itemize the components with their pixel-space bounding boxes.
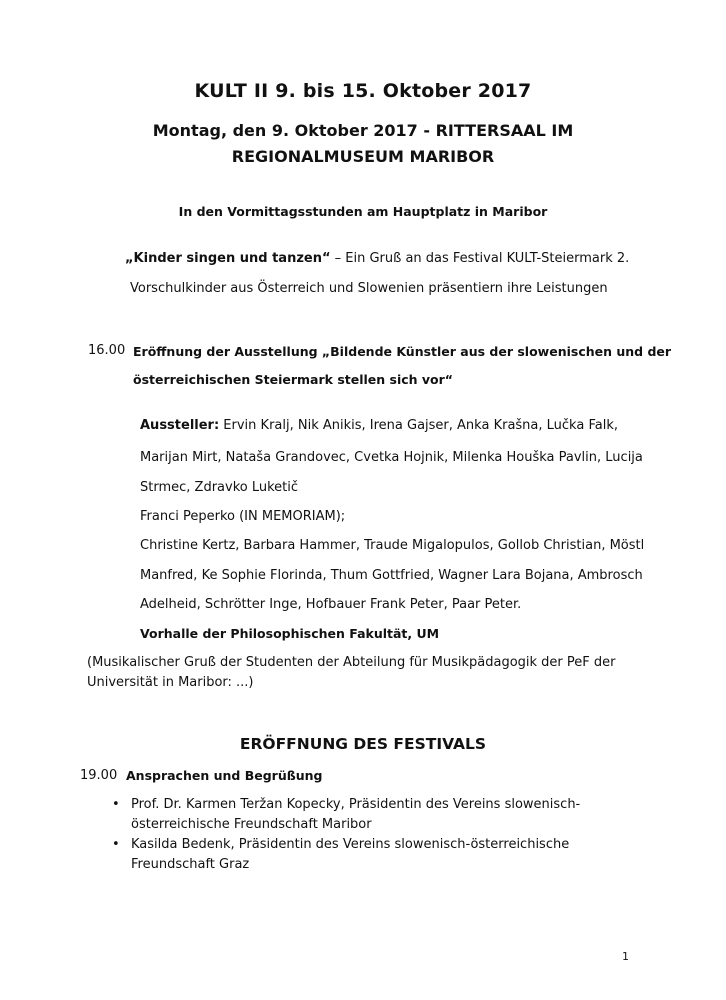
bullet-2-line-2: Freundschaft Graz bbox=[131, 857, 250, 872]
musik-line-1: (Musikalischer Gruß der Studenten der Abteilung für Musikpädagogik der PeF der bbox=[87, 655, 616, 670]
subtitle-line-2: REGIONALMUSEUM MARIBOR bbox=[231, 147, 495, 166]
kinder-line-2: Vorschulkinder aus Österreich und Slowenien präsentiern ihre Leistungen bbox=[130, 281, 608, 296]
kinder-description: – Ein Gruß an das Festival KULT-Steiermark 2. bbox=[330, 251, 630, 266]
aussteller-line-7: Adelheid, Schrötter Inge, Hofbauer Frank Peter, Paar Peter. bbox=[140, 597, 522, 612]
bullet-1-marker: • bbox=[112, 797, 120, 812]
subtitle-line-1: Montag, den 9. Oktober 2017 - RITTERSAAL IM bbox=[152, 121, 574, 140]
bullet-1-line-2: österreichische Freundschaft Maribor bbox=[131, 817, 372, 832]
aussteller-names-1: Ervin Kralj, Nik Anikis, Irena Gajser, Anka Krašna, Lučka Falk, bbox=[219, 418, 618, 433]
bullet-2-marker: • bbox=[112, 837, 120, 852]
bullet-1-line-1: Prof. Dr. Karmen Teržan Kopecky, Präsidentin des Vereins slowenisch- bbox=[131, 797, 581, 812]
aussteller-line-1 bbox=[140, 418, 618, 433]
aussteller-line-5: Christine Kertz, Barbara Hammer, Traude Migalopulos, Gollob Christian, Möstl bbox=[140, 538, 645, 553]
aussteller-label: Aussteller: bbox=[140, 418, 220, 433]
kinder-line-1 bbox=[125, 251, 629, 266]
kinder-title: „Kinder singen und tanzen“ bbox=[125, 251, 331, 266]
morning-heading: In den Vormittagsstunden am Hauptplatz in Maribor bbox=[178, 204, 548, 219]
time-1600: 16.00 bbox=[88, 343, 126, 358]
aussteller-line-6: Manfred, Ke Sophie Florinda, Thum Gottfried, Wagner Lara Bojana, Ambrosch bbox=[140, 568, 643, 583]
speeches-label: Ansprachen und Begrüßung bbox=[126, 768, 323, 783]
vorhalle-location: Vorhalle der Philosophischen Fakultät, UM bbox=[140, 626, 440, 641]
musik-line-2: Universität in Maribor: ...) bbox=[87, 675, 254, 690]
aussteller-line-4: Franci Peperko (IN MEMORIAM); bbox=[140, 509, 346, 524]
exhibition-line-1: Eröffnung der Ausstellung „Bildende Künstler aus der slowenischen und der bbox=[133, 344, 672, 359]
festival-heading: ERÖFFNUNG DES FESTIVALS bbox=[239, 735, 487, 753]
aussteller-line-2: Marijan Mirt, Nataša Grandovec, Cvetka Hojnik, Milenka Houška Pavlin, Lucija bbox=[140, 450, 643, 465]
aussteller-line-3: Strmec, Zdravko Luketič bbox=[140, 480, 299, 495]
document-title: KULT II 9. bis 15. Oktober 2017 bbox=[194, 80, 532, 102]
page-number: 1 bbox=[622, 950, 629, 963]
bullet-2-line-1: Kasilda Bedenk, Präsidentin des Vereins slowenisch-österreichische bbox=[131, 837, 570, 852]
time-1900: 19.00 bbox=[80, 768, 118, 783]
exhibition-line-2: österreichischen Steiermark stellen sich vor“ bbox=[133, 372, 454, 387]
